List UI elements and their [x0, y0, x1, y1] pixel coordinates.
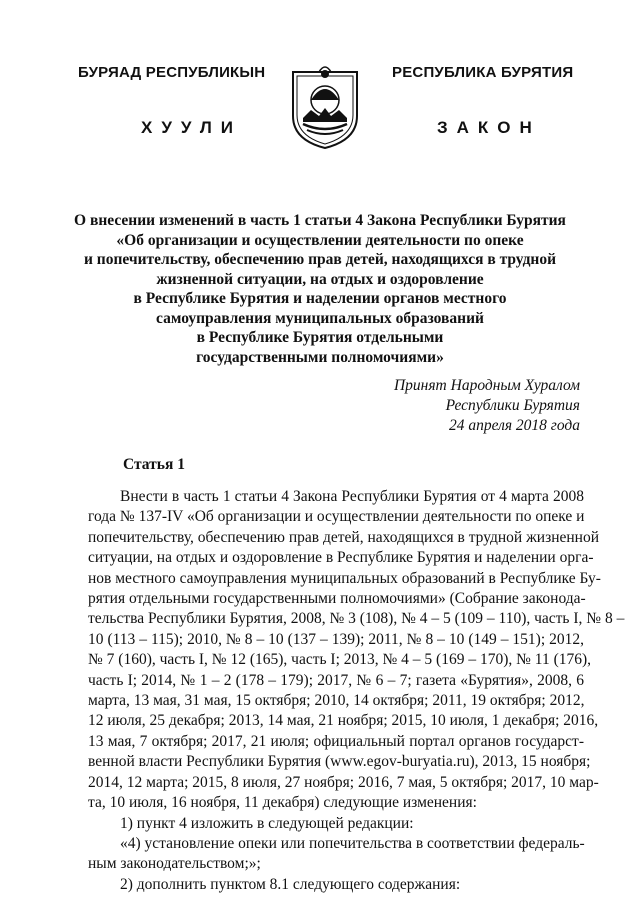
- title-line: и попечительству, обеспечению прав детей, находящихся в трудной: [83, 251, 557, 268]
- law-title: [60, 211, 580, 367]
- header-right-title: РЕСПУБЛИКА БУРЯТИЯ: [392, 64, 574, 81]
- title-line: «Об организации и осуществлении деятельности по опеке: [116, 231, 524, 249]
- title-line: О внесении изменений в часть 1 статьи 4 Закона Республики Бурятия: [74, 212, 566, 229]
- body-line: рятия отдельными государственными полномочиями» (Собрание законода-: [88, 590, 586, 608]
- adoption-line: Принят Народным Хуралом: [393, 377, 580, 394]
- body-line: марта, 13 мая, 31 мая, 15 октября; 2010, 14 октября; 2011, 19 октября; 2012,: [88, 692, 585, 710]
- header-left-word: ХУУЛИ: [141, 118, 242, 137]
- body-line: года № 137-IV «Об организации и осуществлении деятельности по опеке и: [88, 508, 585, 526]
- body-line: 10 (113 – 115); 2010, № 8 – 10 (137 – 139); 2011, № 8 – 10 (149 – 151); 2012,: [88, 630, 584, 648]
- body-line: нов местного самоуправления муниципальных образований в Республике Бу-: [88, 569, 601, 587]
- body-line: «4) установление опеки или попечительства в соответствии федераль-: [120, 834, 585, 852]
- body-line: № 7 (160), часть I, № 12 (165), часть I; 2013, № 4 – 5 (169 – 170), № 11 (176),: [88, 651, 592, 669]
- body-line: часть I; 2014, № 1 – 2 (178 – 179); 2017, № 6 – 7; газета «Бурятия», 2008, 6: [88, 671, 584, 689]
- title-line: государственными полномочиями»: [196, 348, 444, 366]
- body-line: ным законодательством;»;: [88, 855, 261, 873]
- body-line: Внести в часть 1 статьи 4 Закона Республики Бурятия от 4 марта 2008: [120, 488, 584, 505]
- body-line: 13 мая, 7 октября; 2017, 21 июля; официальный портал органов государст-: [88, 732, 584, 750]
- body-line: венной власти Республики Бурятия (www.egov-buryatia.ru), 2013, 15 ноября;: [88, 753, 591, 771]
- body-line: попечительству, обеспечению прав детей, находящихся в трудной жизненной: [88, 528, 600, 546]
- adoption-note: [394, 376, 580, 436]
- body-line: 2) дополнить пунктом 8.1 следующего содержания:: [120, 875, 461, 893]
- body-line: ситуации, на отдых и оздоровление в Республике Бурятия и наделении орга-: [88, 549, 594, 567]
- body-line: 1) пункт 4 изложить в следующей редакции:: [120, 814, 414, 832]
- coat-of-arms-emblem: [289, 60, 361, 150]
- title-line: жизненной ситуации, на отдых и оздоровление: [156, 270, 484, 288]
- adoption-line: 24 апреля 2018 года: [448, 417, 580, 434]
- body-line: та, 10 июля, 16 ноября, 11 декабря) следующие изменения:: [88, 794, 477, 812]
- title-line: самоуправления муниципальных образований: [156, 309, 484, 327]
- adoption-line: Республики Бурятия: [445, 397, 580, 414]
- body-line: тельства Республики Бурятия, 2008, № 3 (108), № 4 – 5 (109 – 110), часть I, № 8 –: [88, 610, 625, 628]
- header-right-word: ЗАКОН: [437, 118, 541, 137]
- title-line: в Республике Бурятия отдельными: [196, 329, 444, 346]
- body-line: 2014, 12 марта; 2015, 8 июля, 27 ноября; 2016, 7 мая, 5 октября; 2017, 10 мар-: [88, 773, 599, 791]
- article-body: [88, 487, 625, 895]
- header-left-title: БУРЯАД РЕСПУБЛИКЫН: [78, 64, 266, 81]
- body-line: 12 июля, 25 декабря; 2013, 14 мая, 21 ноября; 2015, 10 июля, 1 декабря; 2016,: [88, 712, 599, 730]
- title-line: в Республике Бурятия и наделении органов местного: [133, 290, 507, 307]
- article-heading: Статья 1: [123, 456, 185, 473]
